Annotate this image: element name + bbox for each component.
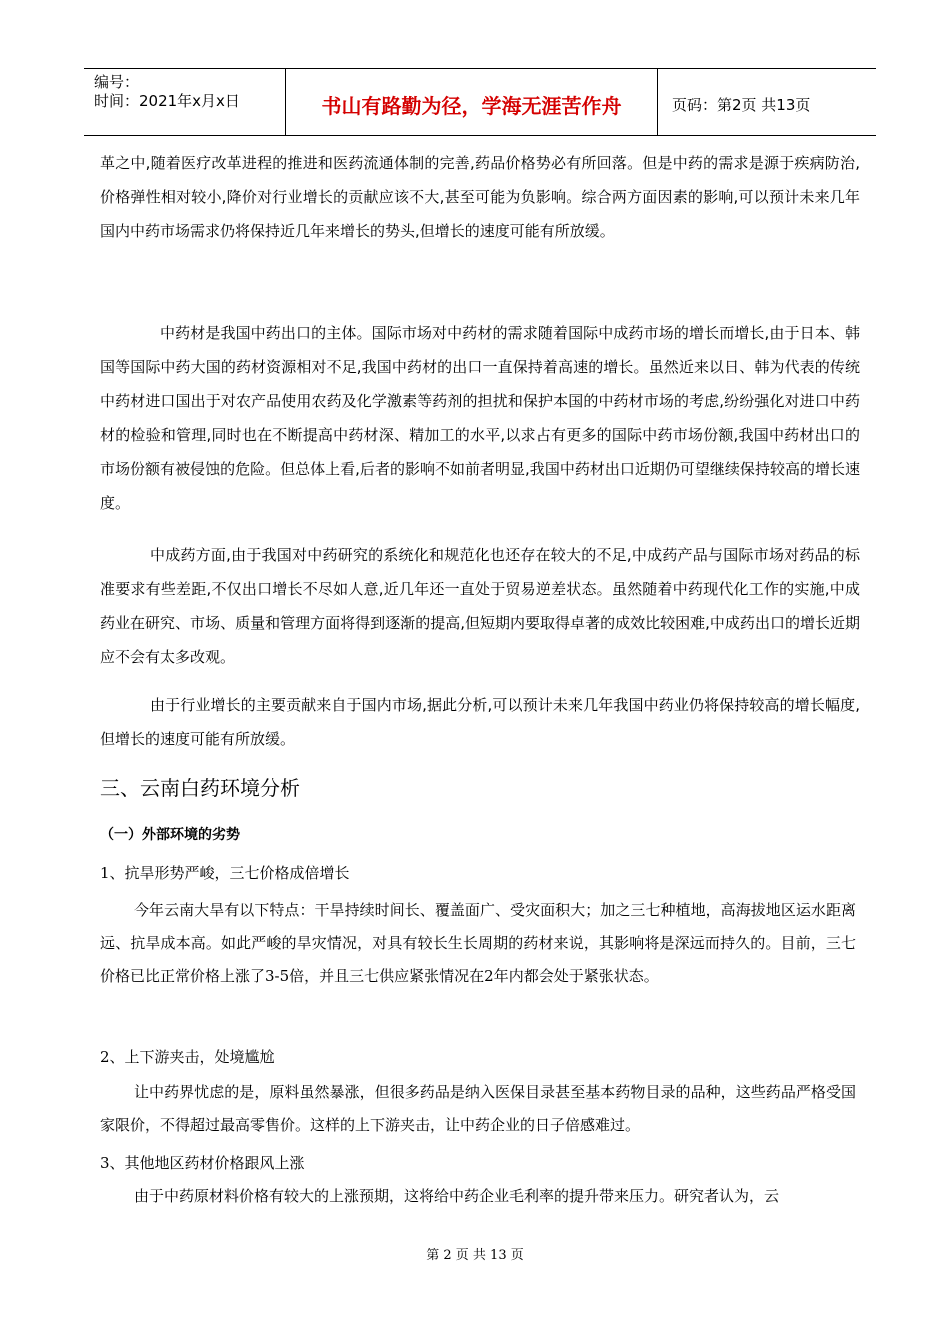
item-2-text: 让中药界忧虑的是，原料虽然暴涨，但很多药品是纳入医保目录甚至基本药物目录的品种，这些药品严格受国家限价，不得超过最高零售价。这样的上下游夹击，让中药企业的日子倍感难过。 [100, 1083, 856, 1134]
section-heading: 三、云南白药环境分析 [100, 776, 300, 800]
paragraph-4: 由于行业增长的主要贡献来自于国内市场,据此分析,可以预计未来几年我国中药业仍将保持较高的增长幅度,但增长的速度可能有所放缓。 [100, 696, 860, 748]
page-footer: 第 2 页 共 13 页 [426, 1248, 524, 1263]
item-1-title: 1、抗旱形势严峻，三七价格成倍增长 [100, 864, 350, 882]
header-motto: 书山有路勤为径，学海无涯苦作舟 [286, 69, 658, 135]
item-3-title: 3、其他地区药材价格跟风上涨 [100, 1154, 305, 1172]
subsection-heading: （一）外部环境的劣势 [100, 827, 240, 843]
header-left-cell [84, 69, 286, 135]
paragraph-2: 中药材是我国中药出口的主体。国际市场对中药材的需求随着国际中成药市场的增长而增长,由于日本、韩国等国际中药大国的药材资源相对不足,我国中药材的出口一直保持着高速的增长。虽然近来以日、韩为代表的传统中药材进口国出于对农产品使用农药及化学激素等药剂的担扰和保护本国的中药材市场的考虑,纷纷强化对进口中药材的检验和管理,同时也在不断提高中药材深、精加工的水平,以求占有更多的国际中药市场份额,我国中药材出口的市场份额有被侵蚀的危险。但总体上看,后者的影响不如前者明显,我国中药材出口近期仍可望继续保持较高的增长速度。 [100, 324, 860, 512]
paragraph-1: 革之中,随着医疗改革进程的推进和医药流通体制的完善,药品价格势必有所回落。但是中药的需求是源于疾病防治,价格弹性相对较小,降价对行业增长的贡献应该不大,甚至可能为负影响。综合两方面因素的影响,可以预计未来几年国内中药市场需求仍将保持近几年来增长的势头,但增长的速度可能有所放缓。 [100, 154, 860, 240]
time-label: 时间：2021年x月x日 [94, 92, 240, 110]
item-2-title: 2、上下游夹击，处境尴尬 [100, 1048, 275, 1066]
document-header [84, 68, 876, 136]
header-page-info: 页码：第2页 共13页 [672, 95, 811, 114]
paragraph-3: 中成药方面,由于我国对中药研究的系统化和规范化也还存在较大的不足,中成药产品与国际市场对药品的标准要求有些差距,不仅出口增长不尽如人意,近几年还一直处于贸易逆差状态。虽然随着中药现代化工作的实施,中成药业在研究、市场、质量和管理方面将得到逐渐的提高,但短期内要取得卓著的成效比较困难,中成药出口的增长近期应不会有太多改观。 [100, 546, 860, 666]
item-1-text: 今年云南大旱有以下特点：干旱持续时间长、覆盖面广、受灾面积大；加之三七种植地，高海拔地区运水距离远、抗旱成本高。如此严峻的旱灾情况，对具有较长生长周期的药材来说，其影响将是深远而持久的。目前，三七价格已比正常价格上涨了3-5倍，并且三七供应紧张情况在2年内都会处于紧张状态。 [100, 901, 856, 985]
serial-number-label: 编号： [94, 73, 140, 91]
item-3-text: 由于中药原材料价格有较大的上涨预期，这将给中药企业毛利率的提升带来压力。研究者认为，云 [134, 1187, 780, 1205]
